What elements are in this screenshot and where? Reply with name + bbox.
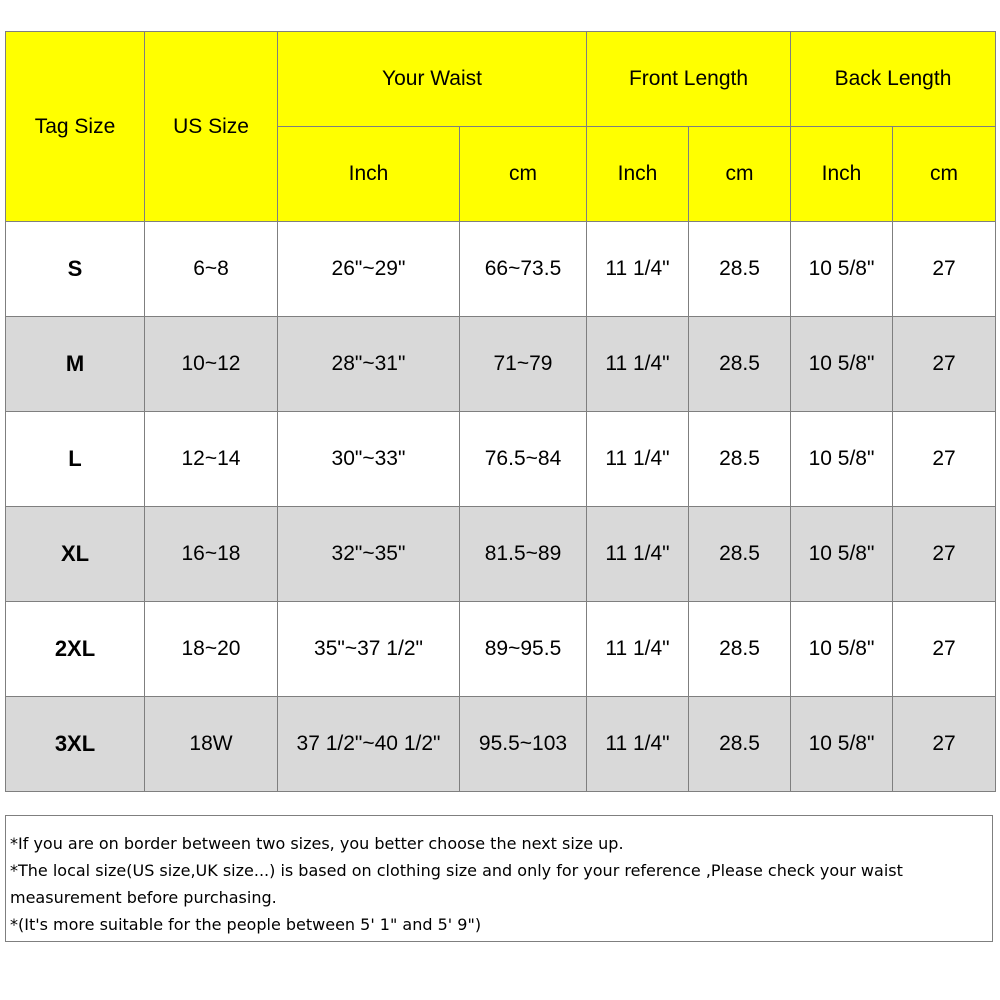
cell-waist-cm: 66~73.5 <box>460 222 587 317</box>
cell-back-cm: 27 <box>893 507 996 602</box>
note-local-size: *The local size(US size,UK size...) is based on clothing size and only for your reference ,Please check your waist measurement before purchasing. <box>10 861 903 907</box>
cell-us-size: 12~14 <box>145 412 278 507</box>
header-front-cm: cm <box>689 127 791 222</box>
cell-tag-size: L <box>6 412 145 507</box>
size-chart-table <box>5 31 996 792</box>
header-your-waist: Your Waist <box>278 32 587 127</box>
cell-back-cm: 27 <box>893 222 996 317</box>
table-row <box>6 697 996 792</box>
cell-back-inch: 10 5/8" <box>791 222 893 317</box>
cell-front-cm: 28.5 <box>689 697 791 792</box>
cell-back-cm: 27 <box>893 697 996 792</box>
cell-waist-inch: 28"~31" <box>278 317 460 412</box>
cell-waist-cm: 76.5~84 <box>460 412 587 507</box>
note-size-border: *If you are on border between two sizes, you better choose the next size up. <box>10 834 624 853</box>
cell-back-cm: 27 <box>893 412 996 507</box>
cell-waist-inch: 32"~35" <box>278 507 460 602</box>
table-row <box>6 412 996 507</box>
header-us-size: US Size <box>145 32 278 222</box>
header-row-main <box>6 32 996 127</box>
cell-us-size: 16~18 <box>145 507 278 602</box>
header-back-inch: Inch <box>791 127 893 222</box>
cell-front-cm: 28.5 <box>689 602 791 697</box>
cell-front-inch: 11 1/4" <box>587 317 689 412</box>
cell-back-cm: 27 <box>893 317 996 412</box>
table-row <box>6 507 996 602</box>
cell-front-inch: 11 1/4" <box>587 222 689 317</box>
cell-front-cm: 28.5 <box>689 507 791 602</box>
cell-tag-size: 3XL <box>6 697 145 792</box>
header-back-cm: cm <box>893 127 996 222</box>
cell-waist-cm: 89~95.5 <box>460 602 587 697</box>
cell-us-size: 6~8 <box>145 222 278 317</box>
cell-waist-cm: 81.5~89 <box>460 507 587 602</box>
cell-us-size: 18W <box>145 697 278 792</box>
cell-front-cm: 28.5 <box>689 222 791 317</box>
cell-tag-size: M <box>6 317 145 412</box>
cell-waist-inch: 30"~33" <box>278 412 460 507</box>
header-back-length: Back Length <box>791 32 996 127</box>
header-tag-size: Tag Size <box>6 32 145 222</box>
cell-us-size: 18~20 <box>145 602 278 697</box>
note-height-range: *(It's more suitable for the people between 5' 1" and 5' 9") <box>10 915 482 934</box>
table-row <box>6 222 996 317</box>
cell-waist-cm: 95.5~103 <box>460 697 587 792</box>
cell-waist-inch: 37 1/2"~40 1/2" <box>278 697 460 792</box>
cell-us-size: 10~12 <box>145 317 278 412</box>
cell-front-inch: 11 1/4" <box>587 507 689 602</box>
cell-front-inch: 11 1/4" <box>587 412 689 507</box>
cell-front-inch: 11 1/4" <box>587 602 689 697</box>
cell-waist-cm: 71~79 <box>460 317 587 412</box>
header-front-inch: Inch <box>587 127 689 222</box>
cell-tag-size: XL <box>6 507 145 602</box>
header-front-length: Front Length <box>587 32 791 127</box>
cell-tag-size: S <box>6 222 145 317</box>
cell-back-inch: 10 5/8" <box>791 412 893 507</box>
header-waist-cm: cm <box>460 127 587 222</box>
cell-back-inch: 10 5/8" <box>791 507 893 602</box>
notes-box <box>5 815 993 942</box>
cell-tag-size: 2XL <box>6 602 145 697</box>
cell-back-inch: 10 5/8" <box>791 317 893 412</box>
table-row <box>6 602 996 697</box>
cell-waist-inch: 26"~29" <box>278 222 460 317</box>
cell-front-inch: 11 1/4" <box>587 697 689 792</box>
cell-front-cm: 28.5 <box>689 412 791 507</box>
cell-front-cm: 28.5 <box>689 317 791 412</box>
cell-back-cm: 27 <box>893 602 996 697</box>
cell-back-inch: 10 5/8" <box>791 602 893 697</box>
cell-back-inch: 10 5/8" <box>791 697 893 792</box>
cell-waist-inch: 35"~37 1/2" <box>278 602 460 697</box>
table-row <box>6 317 996 412</box>
header-waist-inch: Inch <box>278 127 460 222</box>
